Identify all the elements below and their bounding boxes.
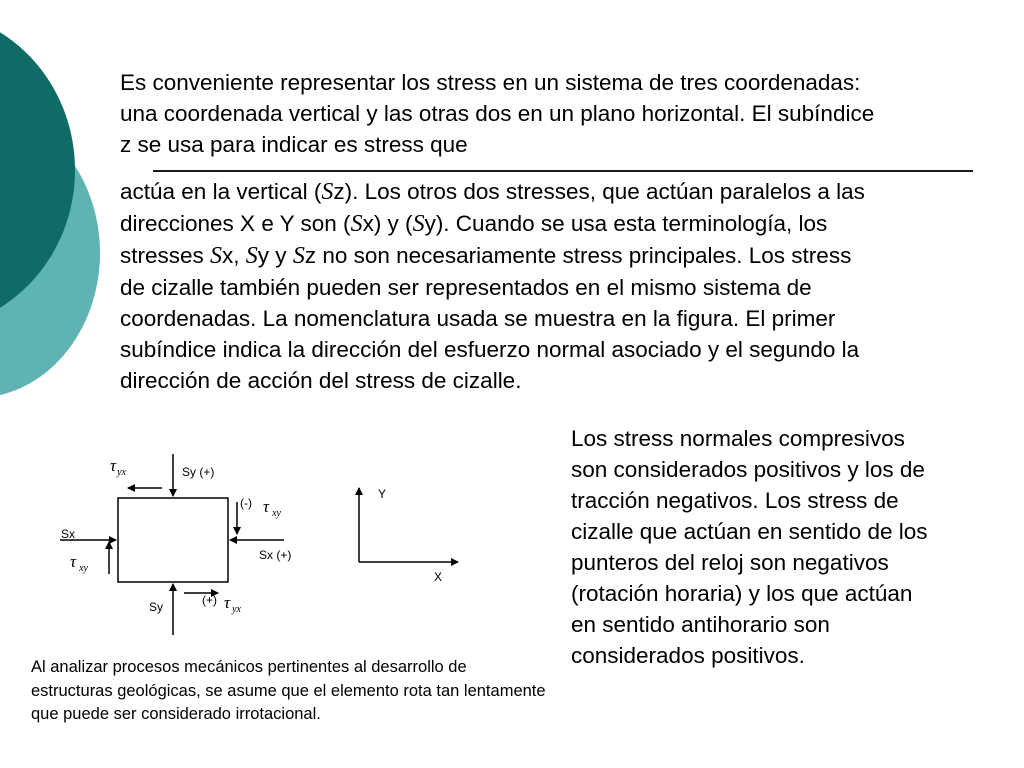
- stress-element-diagram: [50, 450, 470, 650]
- sigma-symbol: S: [412, 211, 425, 237]
- text-run: actúa en la vertical (: [120, 179, 322, 204]
- stress-element-square: [118, 498, 228, 582]
- tau-xy-left-label: τ $_{xy}$: [70, 552, 88, 574]
- text-run: z). Los otros dos stresses, que actúan paralelos a las direcciones X e Y son (: [120, 179, 865, 236]
- paragraph-stress-notation: [120, 176, 880, 396]
- tau-xy-right-label: τ $_{xy}$: [263, 497, 281, 519]
- sx-plus-label: Sx (+): [259, 548, 292, 562]
- sigma-symbol: S: [321, 179, 334, 205]
- tau-yx-bottom-label: τ $_{yx}$: [224, 593, 241, 615]
- text-run: y). Cuando se usa esta terminología, los stresses: [120, 211, 828, 268]
- paragraph-irrotational: Al analizar procesos mecánicos pertinentes al desarrollo de estructuras geológicas, se asume que el elemento rota tan lentamente que puede ser considerado irrotacional.: [31, 658, 546, 723]
- plus-label: (+): [202, 593, 217, 607]
- sigma-symbol: S: [292, 243, 305, 269]
- y-axis-label: Y: [378, 487, 387, 501]
- sigma-symbol: S: [210, 243, 223, 269]
- minus-label: (-): [240, 496, 252, 510]
- text-run: x,: [222, 243, 246, 268]
- text-run: z no son necesariamente stress principales. Los stress de cizalle también pueden ser representados en el mismo sistema de coordenadas. La nomenclatura usada se muestra en la figura. El primer subíndice indica la dirección del esfuerzo normal asociado y el segundo la dirección de acción del stress de cizalle.: [120, 243, 860, 393]
- text-run: y y: [257, 243, 293, 268]
- sx-left-label: Sx: [61, 527, 76, 541]
- sy-bottom-label: Sy: [149, 600, 164, 614]
- divider-line: [153, 170, 973, 172]
- paragraph-intro: Es conveniente representar los stress en un sistema de tres coordenadas: una coordenada vertical y las otras dos en un plano horizontal. El subíndice z se usa para indicar es stress que: [120, 70, 875, 157]
- x-axis-label: X: [434, 570, 443, 584]
- tau-yx-top-label: $\tau_{yx}$: [110, 456, 126, 478]
- sigma-symbol: S: [350, 211, 363, 237]
- sy-plus-label: Sy (+): [182, 465, 215, 479]
- sigma-symbol: S: [245, 243, 258, 269]
- paragraph-sign-convention: Los stress normales compresivos son considerados positivos y los de tracción negativos. Los stress de cizalle que actúan en sentido de los punteros del reloj son negativos (rotación horaria) y los que actúan en sentido antihorario son considerados positivos.: [571, 426, 928, 668]
- text-run: x) y (: [362, 211, 413, 236]
